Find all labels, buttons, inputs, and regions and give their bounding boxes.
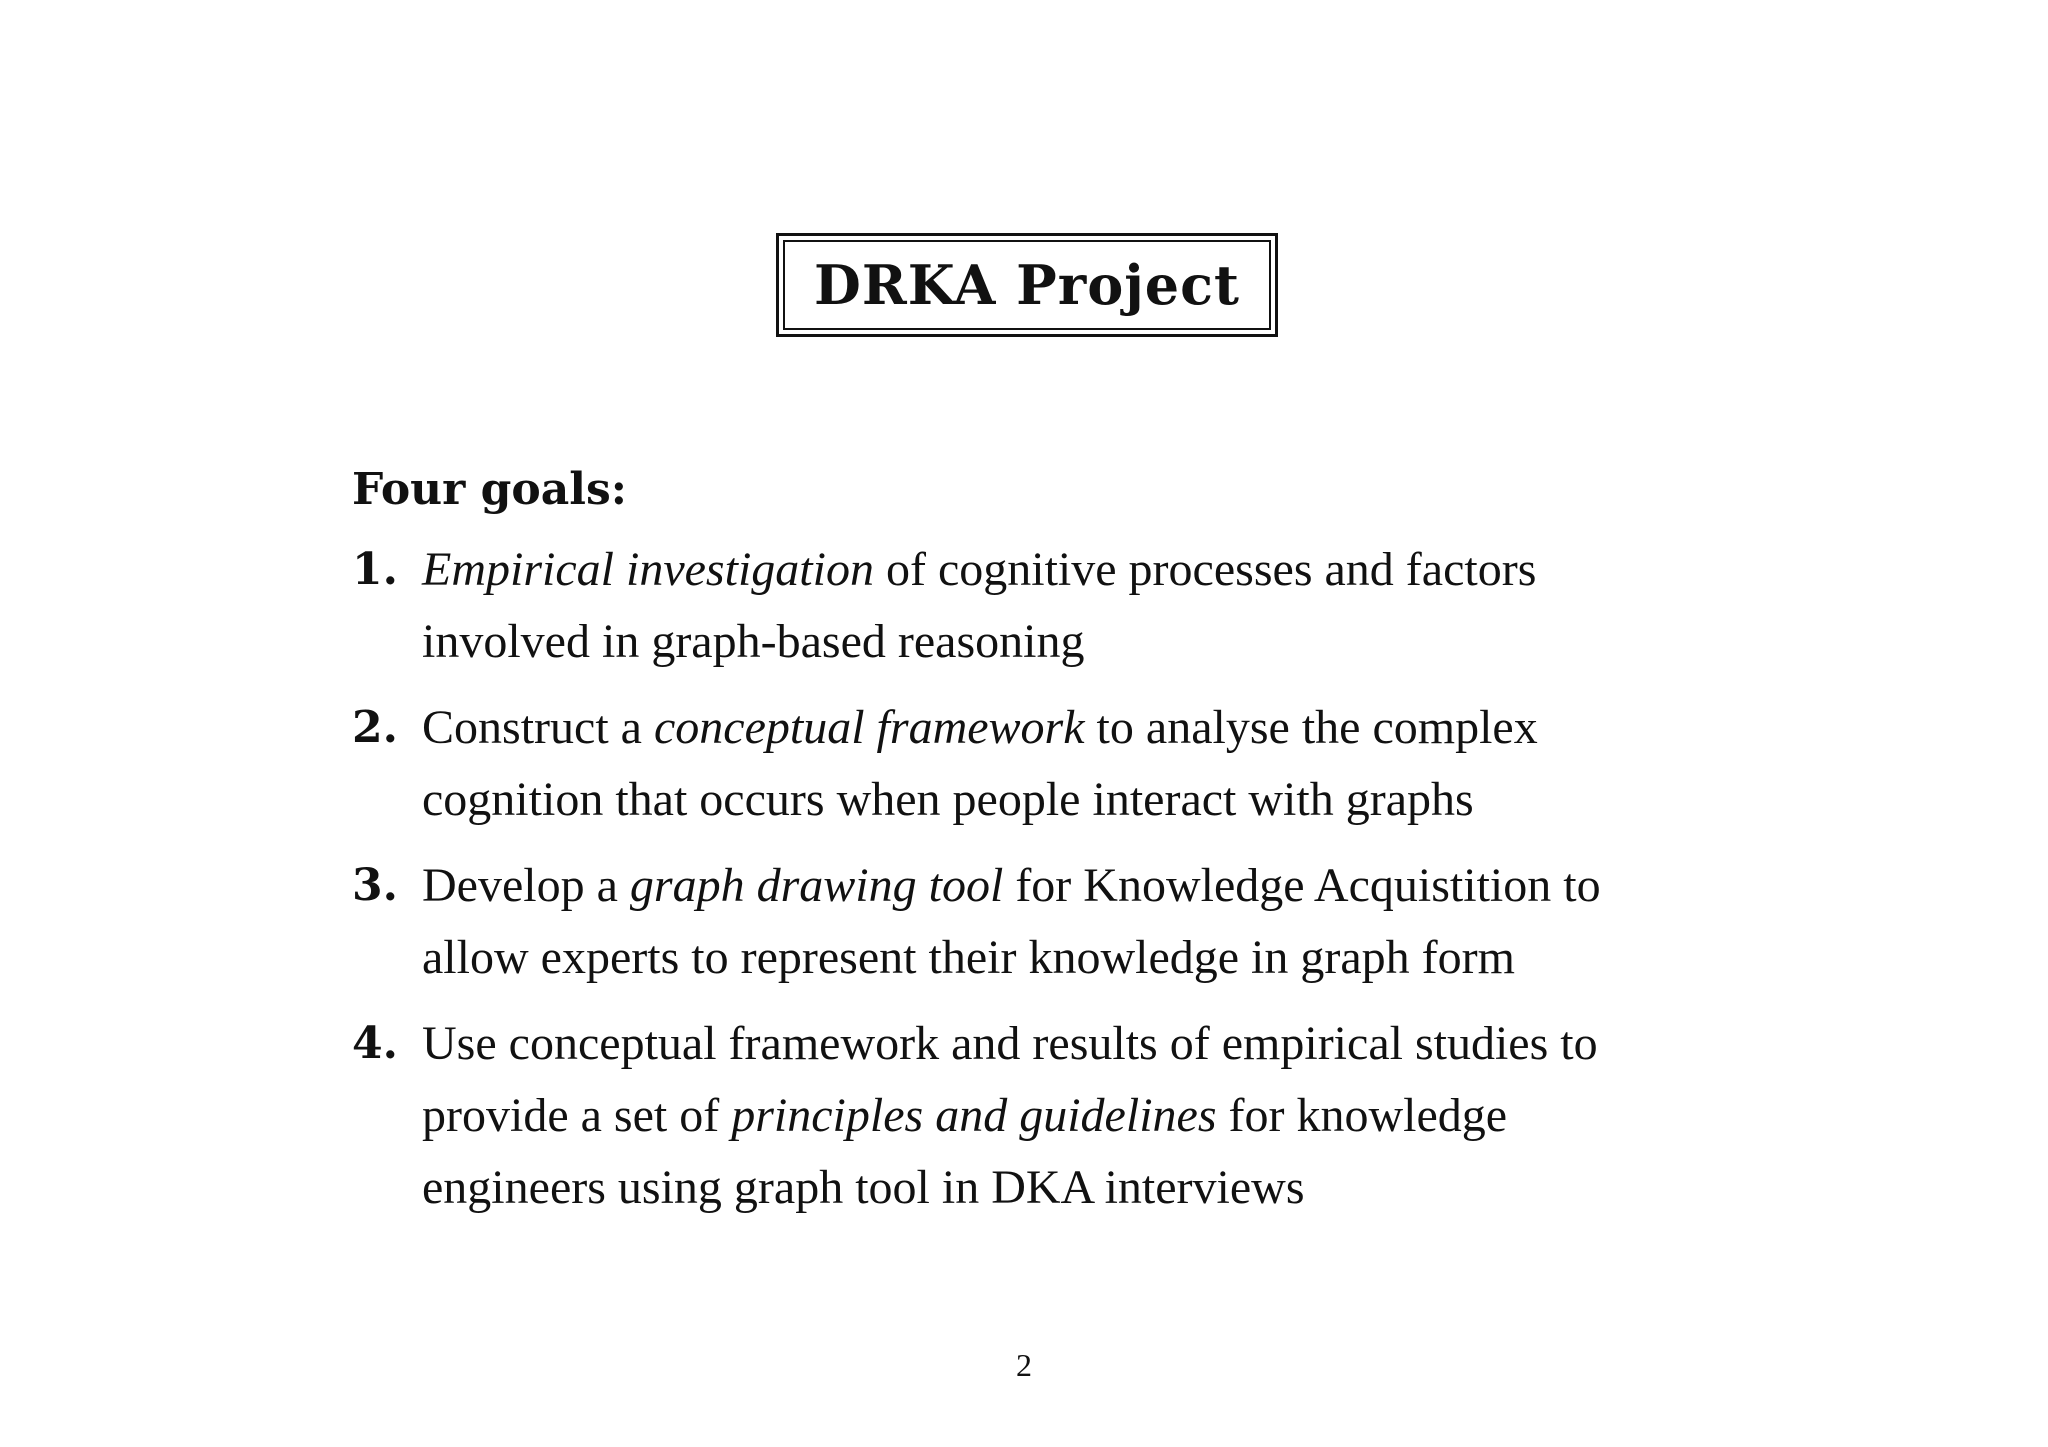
goal-segment: cognition that occurs when people interact with graphs (422, 773, 1474, 826)
goal-item-4 (352, 1008, 1772, 1224)
goal-item-1 (352, 534, 1772, 678)
goals-heading: Four goals: (352, 464, 628, 515)
goal-line (422, 850, 1772, 922)
goal-text (422, 692, 1772, 836)
goal-line (422, 922, 1772, 994)
emphasis-text: principles and guidelines (731, 1089, 1217, 1142)
goal-text (422, 534, 1772, 678)
goal-text (422, 850, 1772, 994)
goal-text (422, 1008, 1772, 1224)
goal-line (422, 1152, 1772, 1224)
goal-item-3 (352, 850, 1772, 994)
goal-segment: for knowledge (1216, 1089, 1508, 1142)
goal-segment: engineers using graph tool in DKA interviews (422, 1161, 1305, 1214)
goal-number: 2. (352, 702, 398, 753)
emphasis-text: Empirical investigation (422, 543, 874, 596)
goal-list (352, 534, 1772, 1224)
title-box (776, 233, 1278, 337)
goal-segment: of cognitive processes and factors (873, 543, 1537, 596)
goal-line (422, 534, 1772, 606)
goal-segment: to analyse the complex (1084, 701, 1538, 754)
emphasis-text: conceptual framework (653, 701, 1085, 754)
title-box-inner (783, 240, 1271, 330)
goal-segment: provide a set of (422, 1089, 732, 1142)
goal-segment: Develop a (422, 859, 630, 912)
goal-number: 4. (352, 1018, 398, 1069)
goal-number: 1. (352, 544, 398, 595)
goal-line (422, 1008, 1772, 1080)
goal-segment: for Knowledge Acquistition to (1003, 859, 1601, 912)
goal-segment: involved in graph-based reasoning (422, 615, 1085, 668)
goals-section (352, 460, 1772, 1238)
goal-segment: allow experts to represent their knowledge in graph form (422, 931, 1515, 984)
goal-segment: Use conceptual framework and results of empirical studies to (422, 1017, 1598, 1070)
emphasis-text: graph drawing tool (629, 859, 1004, 912)
goal-line (422, 764, 1772, 836)
goal-segment: Construct a (422, 701, 654, 754)
goal-line (422, 606, 1772, 678)
page-title: DRKA Project (814, 253, 1240, 317)
goal-line (422, 1080, 1772, 1152)
goal-line (422, 692, 1772, 764)
goal-number: 3. (352, 860, 398, 911)
page-number: 2 (1016, 1347, 1032, 1383)
goal-item-2 (352, 692, 1772, 836)
